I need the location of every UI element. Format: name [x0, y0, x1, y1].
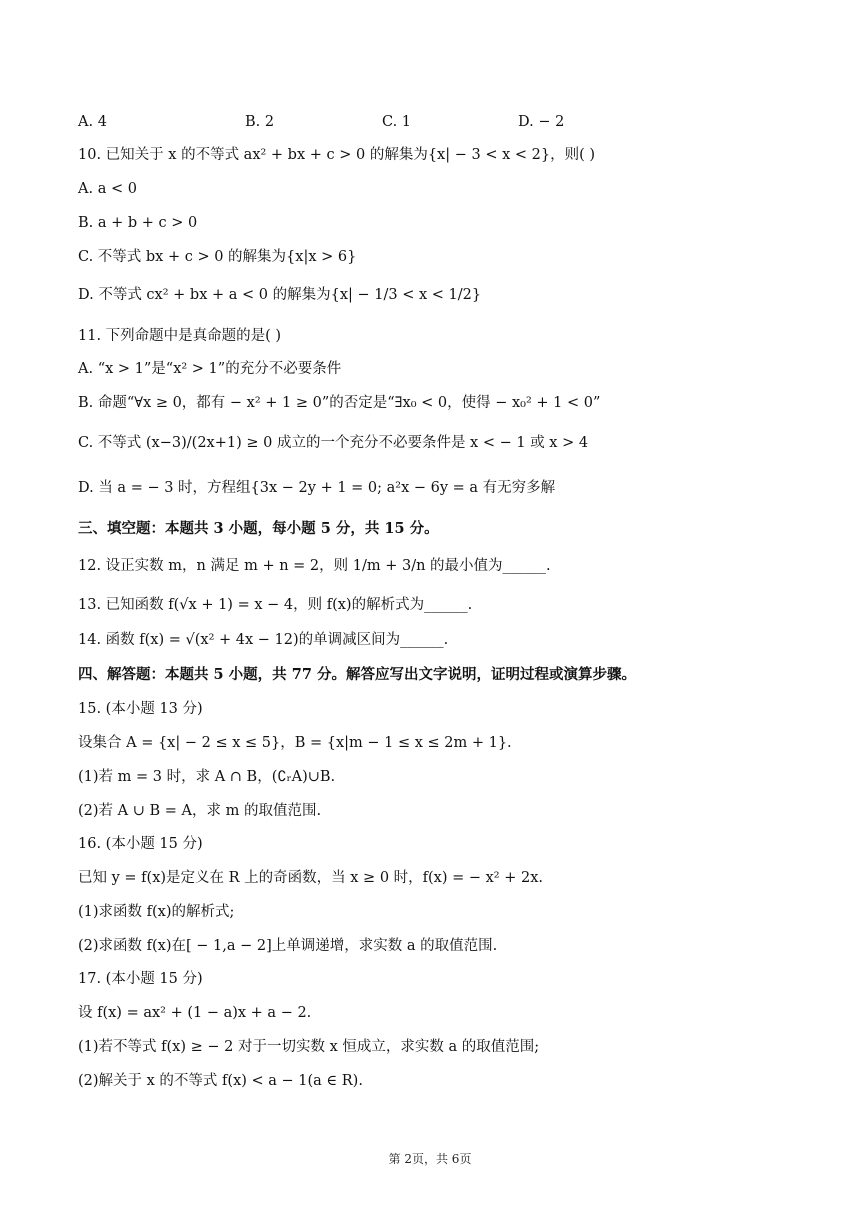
q17-stem: 设 f(x) = ax² + (1 − a)x + a − 2.: [78, 1005, 312, 1021]
q16-part2: (2)求函数 f(x)在[ − 1,a − 2]上单调递增，求实数 a 的取值范围.: [78, 938, 498, 954]
q10-option-a: A. a < 0: [78, 181, 137, 197]
q15-part2: (2)若 A ∪ B = A，求 m 的取值范围.: [78, 803, 322, 819]
q9-option-a: A. 4: [78, 114, 107, 130]
q15-part1: (1)若 m = 3 时，求 A ∩ B，(∁ᵣA)∪B.: [78, 769, 336, 785]
q10-stem: 10. 已知关于 x 的不等式 ax² + bx + c > 0 的解集为{x| − 3 < x < 2}，则( ): [78, 147, 595, 163]
q9-option-d: D. − 2: [518, 114, 565, 130]
q17-part2: (2)解关于 x 的不等式 f(x) < a − 1(a ∈ R).: [78, 1073, 363, 1089]
q11-option-a: A. “x > 1”是“x² > 1”的充分不必要条件: [78, 361, 342, 377]
q11-stem: 11. 下列命题中是真命题的是( ): [78, 328, 282, 344]
section-fill-in-heading: 三、填空题：本题共 3 小题，每小题 5 分，共 15 分。: [78, 520, 439, 537]
q16-stem: 已知 y = f(x)是定义在 R 上的奇函数，当 x ≥ 0 时，f(x) = − x² + 2x.: [78, 870, 544, 886]
q17-header: 17. (本小题 15 分): [78, 971, 203, 987]
page-footer: 第 2页，共 6页: [388, 1152, 472, 1166]
q11-option-b: B. 命题“∀x ≥ 0，都有 − x² + 1 ≥ 0”的否定是“∃x₀ < 0，使得 − x₀² + 1 < 0”: [78, 395, 601, 411]
q12: 12. 设正实数 m，n 满足 m + n = 2，则 1/m + 3/n 的最小值为______.: [78, 558, 551, 574]
q13: 13. 已知函数 f(√x + 1) = x − 4，则 f(x)的解析式为______.: [78, 597, 473, 613]
q10-option-b: B. a + b + c > 0: [78, 215, 198, 231]
q15-header: 15. (本小题 13 分): [78, 701, 203, 717]
q11-option-c: C. 不等式 (x−3)/(2x+1) ≥ 0 成立的一个充分不必要条件是 x < − 1 或 x > 4: [78, 435, 589, 451]
q10-option-c: C. 不等式 bx + c > 0 的解集为{x|x > 6}: [78, 249, 357, 265]
section-answer-heading: 四、解答题：本题共 5 小题，共 77 分。解答应写出文字说明，证明过程或演算步骤。: [78, 666, 636, 683]
q14: 14. 函数 f(x) = √(x² + 4x − 12)的单调减区间为______.: [78, 632, 449, 648]
q15-stem: 设集合 A = {x| − 2 ≤ x ≤ 5}，B = {x|m − 1 ≤ x ≤ 2m + 1}.: [78, 735, 512, 751]
q16-header: 16. (本小题 15 分): [78, 836, 203, 852]
q10-option-d: D. 不等式 cx² + bx + a < 0 的解集为{x| − 1/3 < x < 1/2}: [78, 287, 482, 303]
q9-option-c: C. 1: [382, 114, 412, 130]
q9-option-b: B. 2: [245, 114, 275, 130]
q17-part1: (1)若不等式 f(x) ≥ − 2 对于一切实数 x 恒成立，求实数 a 的取值范围;: [78, 1039, 540, 1055]
q16-part1: (1)求函数 f(x)的解析式;: [78, 904, 235, 920]
q11-option-d: D. 当 a = − 3 时，方程组{3x − 2y + 1 = 0; a²x − 6y = a 有无穷多解: [78, 480, 556, 496]
